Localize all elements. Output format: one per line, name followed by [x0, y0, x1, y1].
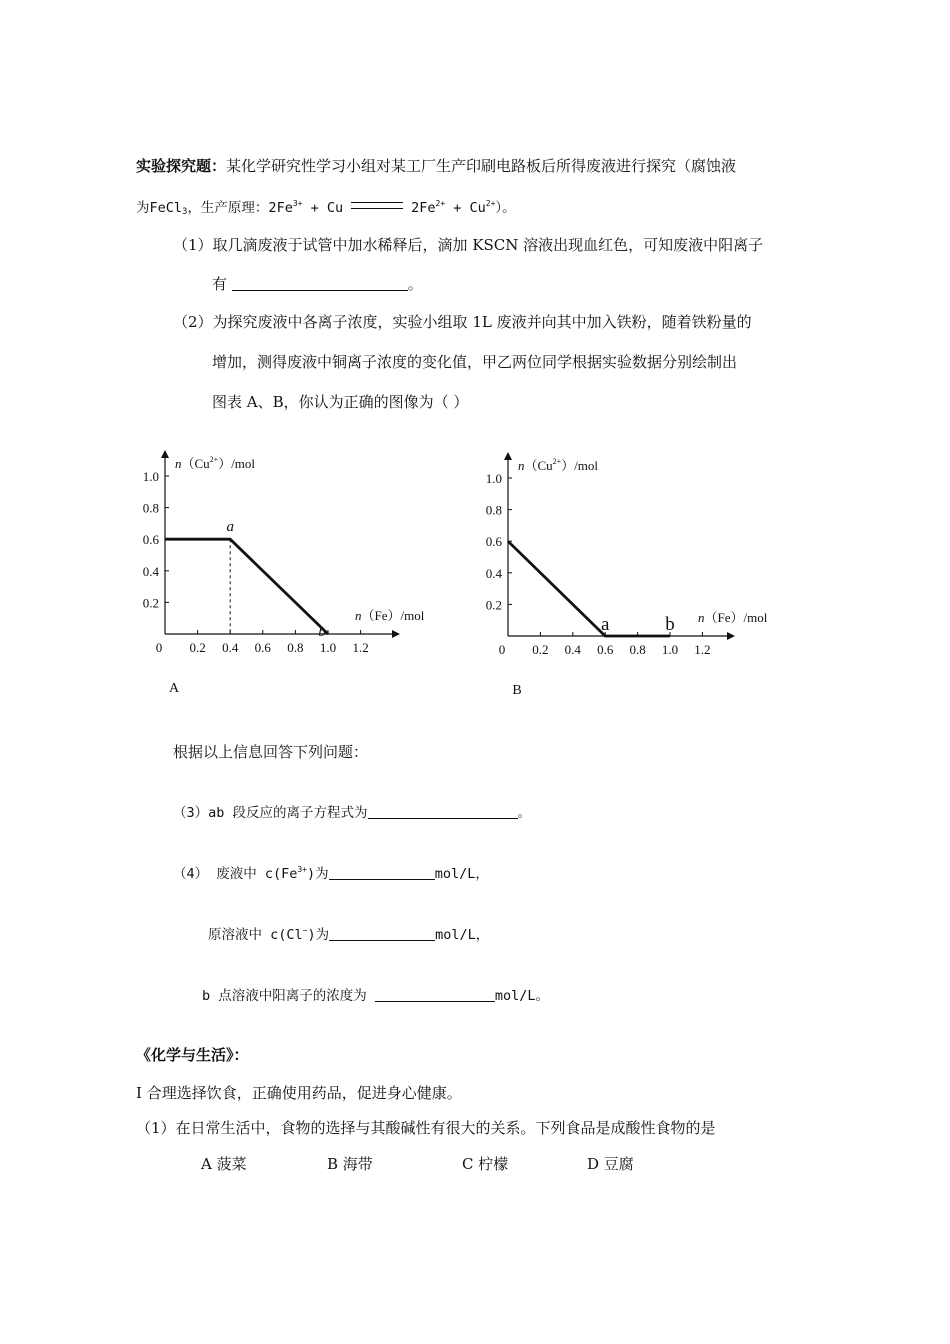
q2-line-2: 增加，测得废液中铜离子浓度的变化值，甲乙两位同学根据实验数据分别绘制出: [212, 353, 738, 371]
answer-blank[interactable]: [375, 987, 495, 1002]
y-tick-label: 0.4: [485, 565, 502, 581]
q1-line-2: 有 。: [212, 275, 423, 293]
answer-blank[interactable]: [329, 926, 435, 941]
section-title: 实验探究题：: [136, 157, 227, 175]
x-tick-label: 0: [155, 640, 163, 655]
chart-b: [470, 440, 800, 700]
data-line: [165, 539, 328, 634]
q1-line-1: （1）取几滴废液于试管中加水稀释后，滴加 KSCN 溶液出现血红色，可知废液中阳离子: [173, 236, 764, 254]
x-tick-label: 1.2: [352, 640, 369, 655]
x-axis-label: n（Fe）/mol: [698, 610, 768, 625]
intro-text: 某化学研究性学习小组对某工厂生产印刷电路板后所得废液进行探究（腐蚀液: [226, 157, 737, 175]
y-tick-label: 0.4: [142, 563, 159, 579]
y-axis-arrow: [161, 450, 169, 458]
x-tick-label: 1.0: [661, 642, 679, 657]
x-tick-label: 0.6: [597, 642, 614, 657]
answer-intro: 根据以上信息回答下列问题：: [173, 743, 369, 761]
equals-sign: [351, 202, 403, 209]
chart-caption: A: [168, 681, 180, 696]
y-tick-label: 1.0: [485, 471, 502, 486]
intro-line-2: 为FeCl$_3$，生产原理：$2Fe^{3+} + Cu$ $2Fe^{2+} + Cu^{2+}$）。: [136, 199, 516, 217]
q2-line-3: 图表 A、B，你认为正确的图像为（ ）: [212, 393, 469, 411]
answer-blank[interactable]: [368, 804, 518, 819]
data-line: [508, 541, 670, 636]
x-axis-arrow: [392, 630, 400, 638]
y-axis-label: $n(Cu^{2+})$/mol: [518, 457, 599, 473]
x-tick-label: 0.4: [222, 640, 239, 655]
answer-blank[interactable]: [329, 865, 435, 880]
y-tick-label: 0.6: [142, 532, 159, 548]
x-tick-label: 0.8: [629, 642, 646, 657]
y-tick-label: 0.2: [142, 595, 159, 611]
chart-caption: B: [512, 683, 522, 698]
x-tick-label: 1.2: [694, 642, 711, 657]
chart-a: [125, 440, 455, 700]
x-tick-label: 0.6: [254, 640, 271, 655]
q2-line-1: （2）为探究废液中各离子浓度，实验小组取 1L 废液并向其中加入铁粉，随着铁粉量的: [173, 313, 752, 331]
option-a[interactable]: A 菠菜: [201, 1155, 247, 1173]
x-tick-label: 0.2: [532, 642, 549, 657]
section2-title: 《化学与生活》：: [136, 1046, 249, 1064]
y-axis-label: $n(Cu^{2+})$/mol: [175, 455, 256, 471]
q4-line-2: 原溶液中 c(Cl−)为 mol/L，: [208, 926, 490, 943]
point-label-b: b: [665, 614, 675, 635]
x-tick-label: 0.4: [564, 642, 581, 657]
y-tick-label: 1.0: [142, 469, 159, 484]
point-label-a: a: [600, 614, 610, 635]
q4-line-1: （4） 废液中 $c(Fe^{3+})$为 mol/L，: [173, 865, 489, 882]
point-label-b: b: [318, 624, 326, 640]
x-tick-label: 0.8: [287, 640, 304, 655]
section2-part1: Ⅰ 合理选择饮食，正确使用药品，促进身心健康。: [136, 1084, 462, 1102]
answer-blank[interactable]: [232, 276, 408, 291]
x-tick-label: 1.0: [319, 640, 337, 655]
intro-line-1: [136, 155, 736, 177]
y-tick-label: 0.8: [142, 500, 159, 516]
point-label-a: a: [226, 519, 234, 536]
option-b[interactable]: B 海带: [327, 1155, 373, 1173]
x-tick-label: 0: [498, 642, 506, 657]
x-tick-label: 0.2: [189, 640, 206, 655]
x-axis-label: n（Fe）/mol: [355, 608, 425, 623]
x-axis-arrow: [727, 632, 735, 640]
y-axis-arrow: [504, 452, 512, 460]
option-d[interactable]: D 豆腐: [587, 1155, 634, 1173]
q3-line: （3）ab 段反应的离子方程式为 。: [173, 805, 532, 821]
option-c[interactable]: C 柠檬: [462, 1155, 509, 1173]
y-tick-label: 0.8: [485, 502, 502, 518]
section2-q1: （1）在日常生活中，食物的选择与其酸碱性有很大的关系。下列食品是成酸性食物的是: [136, 1119, 716, 1137]
y-tick-label: 0.6: [485, 534, 502, 550]
q4-line-3: b 点溶液中阳离子的浓度为 mol/L。: [202, 988, 550, 1004]
y-tick-label: 0.2: [485, 597, 502, 613]
